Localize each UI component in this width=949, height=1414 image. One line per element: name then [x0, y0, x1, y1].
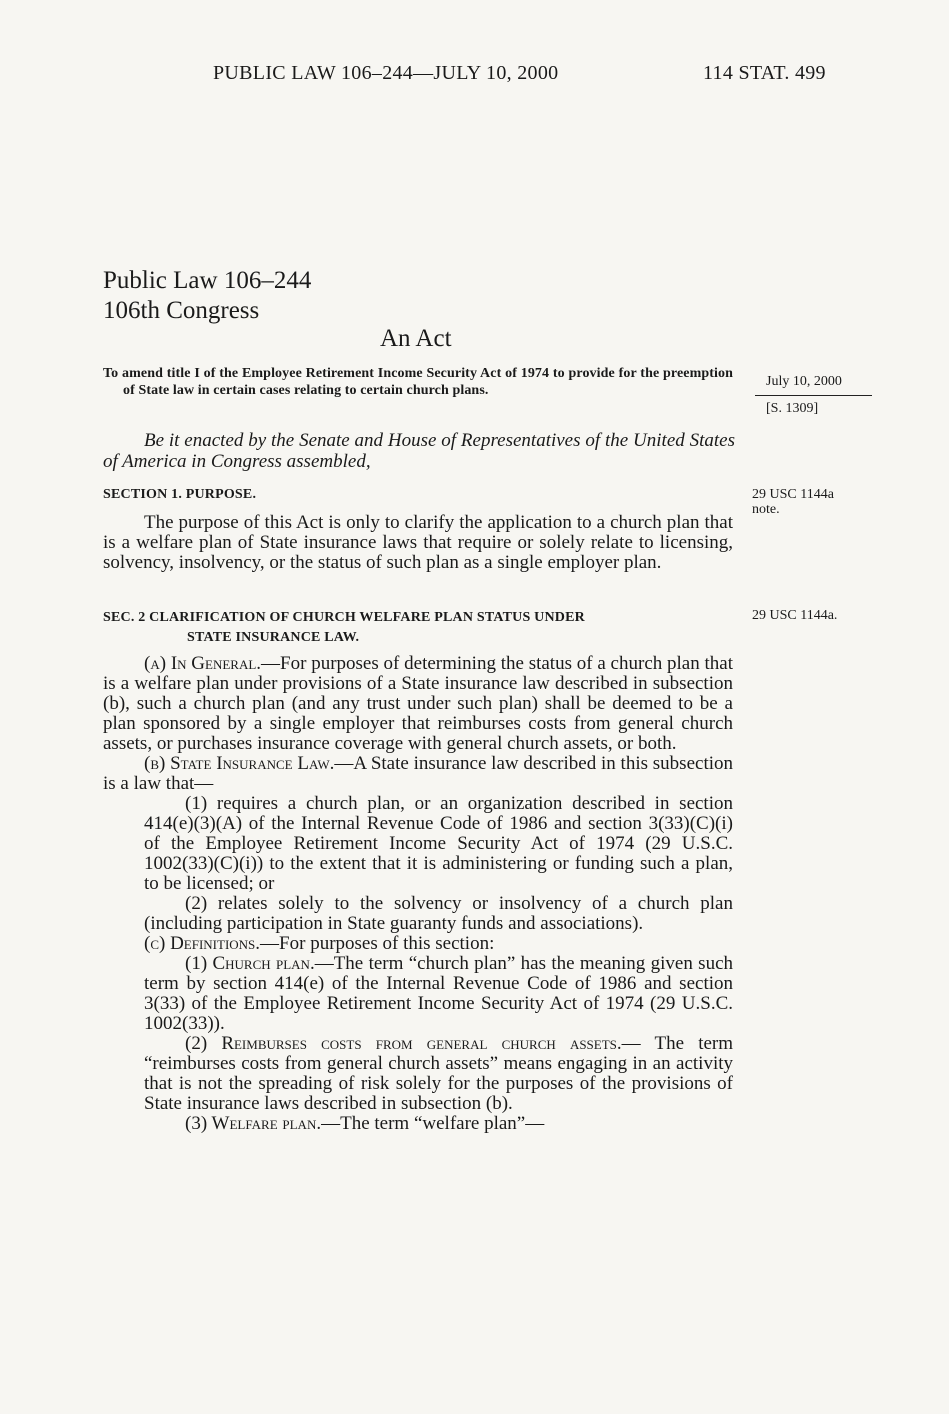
subsection-b-label: (b) State Insurance Law. [144, 753, 335, 774]
act-caption-text: To amend title I of the Employee Retirement Income Security Act of 1974 to provide for the preemption of State law in certain cases relating to certain church plans. [103, 366, 733, 398]
subsection-a-text: —For purposes of determining the status of a church plan that is a welfare plan under provisions of a State insurance law described in subsection (b), such a church plan (and any trust under such plan) shall be deemed to be a plan sponsored by a single employer that reimburses costs from general church assets, or purchases insurance coverage with general church assets, or both. [103, 653, 733, 754]
paragraph-c1-text: —The term “church plan” has the meaning given such term by section 414(e) of the Internal Revenue Code of 1986 and section 3(33) of the Employee Retirement Income Security Act of 1974 (29 U.S.C. 1002(33)). [144, 953, 733, 1034]
section-2-heading-line2: STATE INSURANCE LAW. [187, 630, 360, 645]
margin-date: July 10, 2000 [766, 374, 842, 389]
stat-page-number: 114 STAT. 499 [703, 62, 826, 84]
running-head: PUBLIC LAW 106–244—JULY 10, 2000 [213, 62, 559, 84]
margin-bill-number: [S. 1309] [766, 401, 819, 416]
paragraph-c2-label: (2) Reimburses costs from general church assets. [185, 1033, 622, 1054]
section-2-heading [103, 608, 733, 648]
act-caption [103, 365, 733, 399]
section-1-heading: SECTION 1. PURPOSE. [103, 487, 257, 502]
subsection-a [103, 654, 733, 754]
public-law-title: Public Law 106–244 [103, 267, 312, 294]
paragraph-c1-label: (1) Church plan. [185, 953, 315, 974]
section-2-margin-note: 29 USC 1144a. [752, 608, 838, 623]
paragraph-c3 [103, 1114, 733, 1134]
section-1-margin-note: 29 USC 1144a note. [752, 487, 834, 517]
subsection-c-text: —For purposes of this section: [260, 933, 495, 954]
subsection-b [103, 754, 733, 794]
margin-rule [755, 395, 872, 396]
subsection-c-label: (c) Definitions. [144, 933, 261, 954]
paragraph-c1 [103, 954, 733, 1034]
subsection-b-text: —A State insurance law described in this subsection is a law that— [103, 753, 733, 794]
subsection-c [103, 934, 733, 954]
section-1-text: The purpose of this Act is only to clarify the application to a church plan that is a welfare plan of State insurance laws that require or solely relate to licensing, solvency, insolvency, or the status of such plan as a single employer plan. [103, 512, 733, 573]
paragraph-b1: (1) requires a church plan, or an organization described in section 414(e)(3)(A) of the Internal Revenue Code of 1986 and section 3(33)(C)(i) of the Employee Retirement Income Security Act of 1974 (29 U.S.C. 1002(33)(C)(i)) to the extent that it is administering or funding such a plan, to be licensed; or [144, 793, 733, 894]
congress-label: 106th Congress [103, 297, 260, 324]
paragraph-c3-text: —The term “welfare plan”— [321, 1113, 545, 1134]
paragraph-c2-text: — The term “reimburses costs from general church assets” means engaging in an activity that is not the spreading of risk solely for the purposes of the provisions of State insurance laws described in subsection (b). [144, 1033, 734, 1114]
section-2-body [103, 654, 733, 1134]
enacting-clause: Be it enacted by the Senate and House of Representatives of the United States of America in Congress assembled, [103, 430, 735, 472]
an-act-heading: An Act [380, 325, 452, 352]
paragraph-c3-label: (3) Welfare plan. [185, 1113, 322, 1134]
paragraph-c2 [103, 1034, 733, 1114]
section-2-heading-line1: SEC. 2 CLARIFICATION OF CHURCH WELFARE PLAN STATUS UNDER [103, 610, 585, 625]
paragraph-b2: (2) relates solely to the solvency or insolvency of a church plan (including participation in State guaranty funds and associations). [144, 893, 733, 934]
subsection-a-label: (a) In General. [144, 653, 262, 674]
